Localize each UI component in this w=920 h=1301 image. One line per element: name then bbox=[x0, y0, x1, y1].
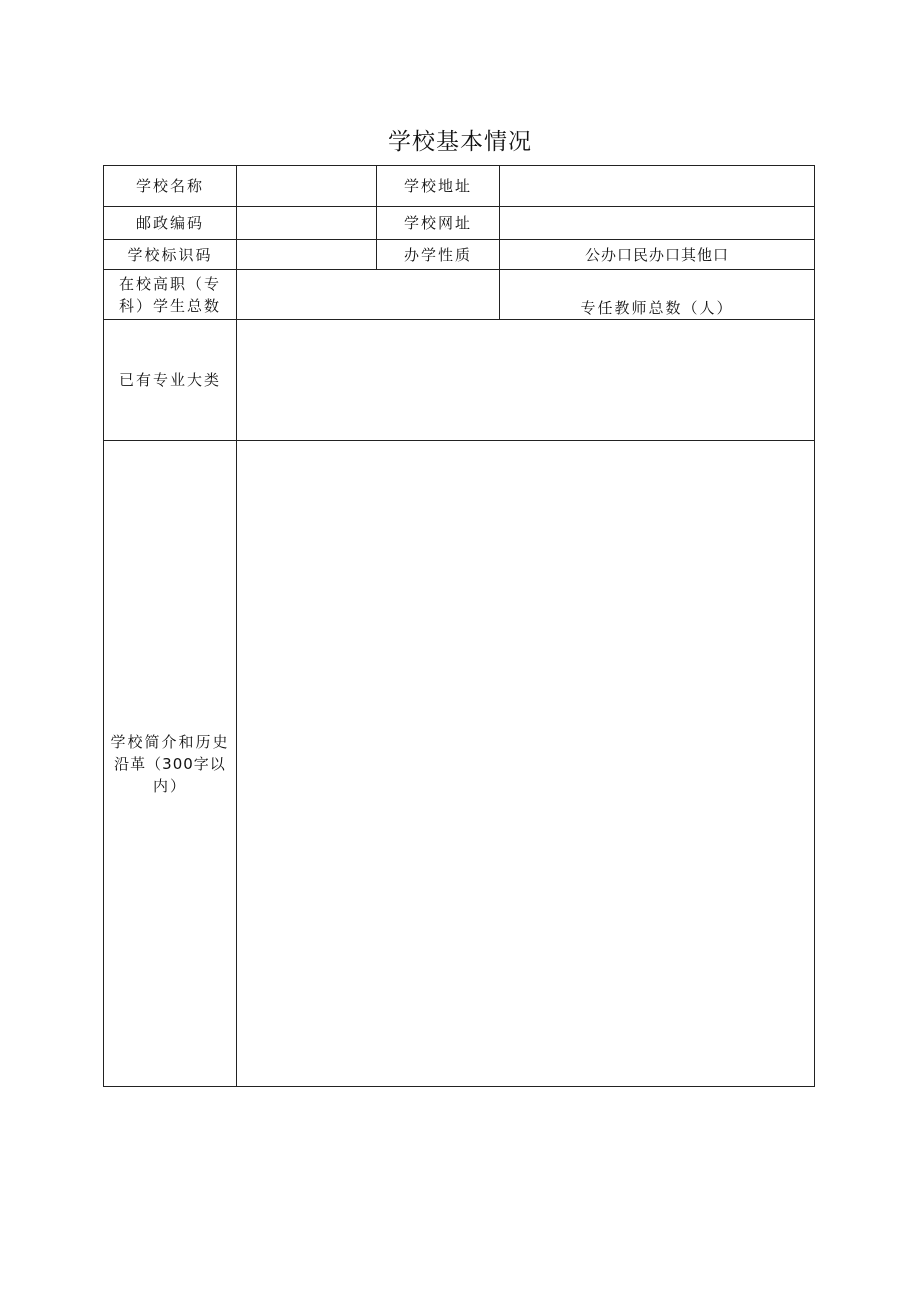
school-nature-label: 办学性质 bbox=[403, 245, 472, 264]
students-total-label-line1: 在校高职（专 bbox=[118, 274, 221, 293]
intro-label bbox=[104, 441, 236, 1086]
page-title: 学校基本情况 bbox=[388, 129, 532, 155]
intro-field[interactable] bbox=[237, 441, 814, 1086]
majors-field[interactable] bbox=[237, 320, 814, 440]
majors-label: 已有专业大类 bbox=[118, 371, 221, 389]
border-bottom bbox=[103, 1086, 815, 1087]
school-id-code-label: 学校标识码 bbox=[127, 245, 213, 264]
students-total-field[interactable] bbox=[237, 270, 499, 319]
school-website-label: 学校网址 bbox=[403, 214, 472, 232]
intro-label-line1: 学校简介和历史 bbox=[110, 732, 230, 751]
intro-label-line3: 内） bbox=[152, 776, 187, 795]
school-name-label: 学校名称 bbox=[135, 177, 204, 195]
students-total-label-line2: 科）学生总数 bbox=[118, 296, 221, 315]
teachers-total-label[interactable]: 专任教师总数（人） bbox=[580, 299, 734, 317]
border-right bbox=[814, 165, 815, 1087]
postal-code-label: 邮政编码 bbox=[135, 214, 204, 232]
intro-label-line2: 沿革（300字以 bbox=[114, 754, 226, 773]
school-nature-options[interactable]: 公办口民办口其他口 bbox=[584, 245, 729, 264]
school-website-field[interactable] bbox=[500, 207, 814, 239]
school-info-form bbox=[103, 165, 815, 1087]
school-id-code-field[interactable] bbox=[237, 240, 376, 269]
students-total-label bbox=[104, 270, 236, 319]
school-address-field[interactable] bbox=[500, 166, 814, 206]
school-name-field[interactable] bbox=[237, 166, 376, 206]
school-address-label: 学校地址 bbox=[403, 177, 472, 195]
postal-code-field[interactable] bbox=[237, 207, 376, 239]
